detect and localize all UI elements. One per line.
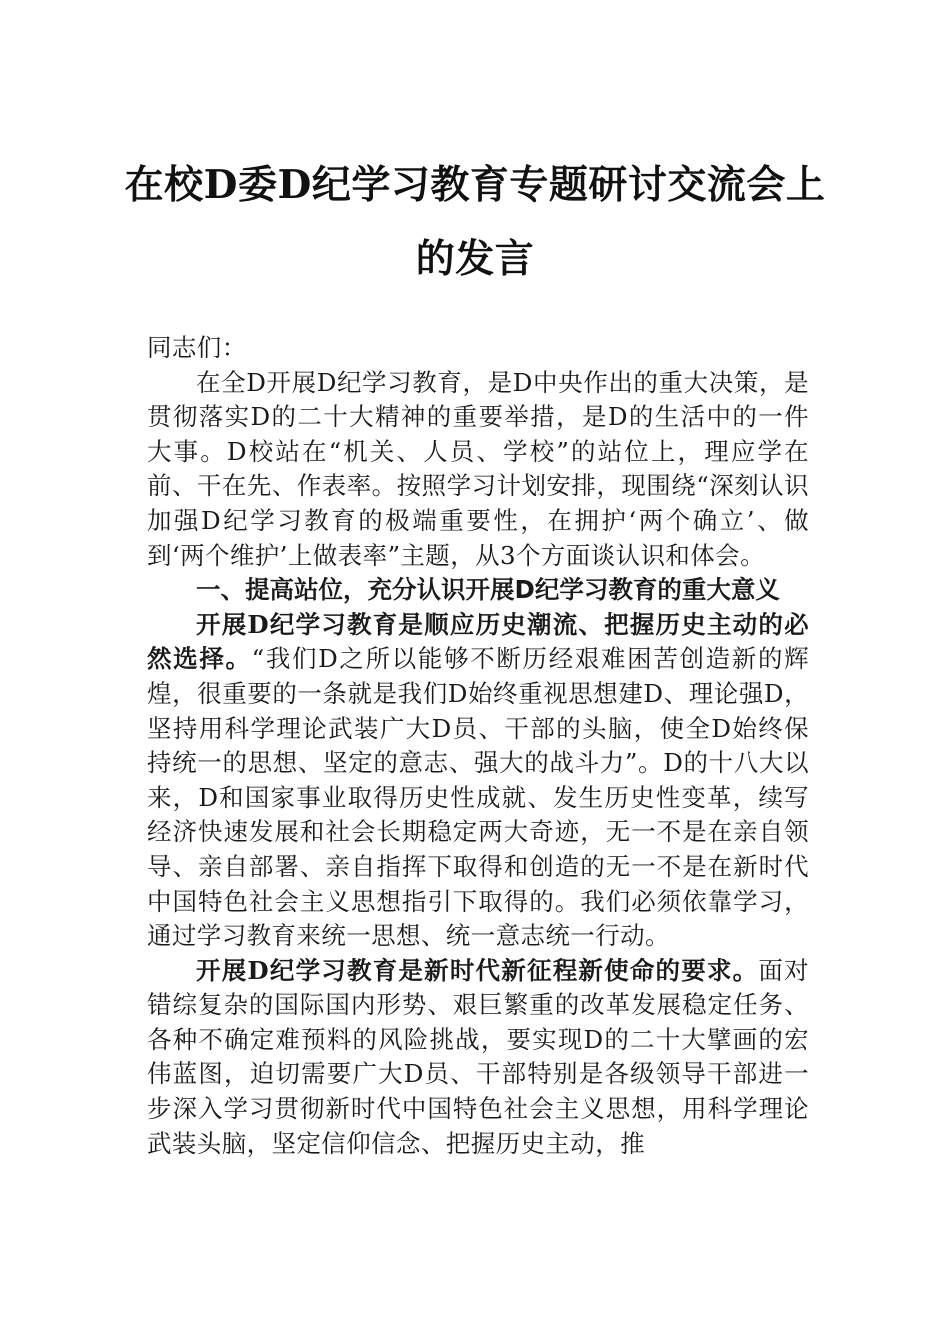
paragraph-2-body: 面对错综复杂的国际国内形势、艰巨繁重的改革发展稳定任务、各种不确定难预料的风险挑战，要实现D的二十大擘画的宏伟蓝图，迫切需要广大D员、干部特别是各级领导干部进一步深入学习贯彻新时代中国特色社会主义思想，用科学理论武装头脑，坚定信仰信念、把握历史主动，推: [147, 955, 809, 1158]
paragraph-2: [147, 954, 809, 1162]
intro-paragraph: 在全D开展D纪学习教育，是D中央作出的重大决策，是贯彻落实D的二十大精神的重要举措，是D的生活中的一件大事。D校站在“机关、人员、学校”的站位上，理应学在前、干在先、作表率。按照学习计划安排，现围绕“深刻认识加强D纪学习教育的极端重要性，在拥护‘两个确立’、做到‘两个维护’上做表率”主题，从3个方面谈认识和体会。: [147, 367, 809, 570]
paragraph-2-lead: 开展D纪学习教育是新时代新征程新使命的要求。: [196, 955, 759, 985]
section-1-heading: 一、提高站位，充分认识开展D纪学习教育的重大意义: [196, 575, 780, 605]
document-title: [0, 148, 950, 296]
salutation: 同志们：: [147, 333, 247, 362]
document-body: [147, 331, 809, 1161]
paragraph-1-lead: 开展D纪学习教育是顺应历史潮流、把握历史主动的必然选择。: [147, 609, 809, 674]
title-line-1: 在校D委D纪学习教育专题研讨交流会上: [124, 162, 826, 208]
paragraph-1-body: “我们D之所以能够不断历经艰难困苦创造新的辉煌，很重要的一条就是我们D始终重视思想建D、理论强D，坚持用科学理论武装广大D员、干部的头脑，使全D始终保持统一的思想、坚定的意志、强大的战斗力”。D的十八大以来，D和国家事业取得历史性成就、发生历史性变革，续写经济快速发展和社会长期稳定两大奇迹，无一不是在亲自领导、亲自部署、亲自指挥下取得和创造的无一不是在新时代中国特色社会主义思想指引下取得的。我们必须依靠学习，通过学习教育来统一思想、统一意志统一行动。: [147, 644, 810, 951]
title-line-2: 的发言: [415, 236, 535, 282]
paragraph-1: [147, 608, 809, 954]
